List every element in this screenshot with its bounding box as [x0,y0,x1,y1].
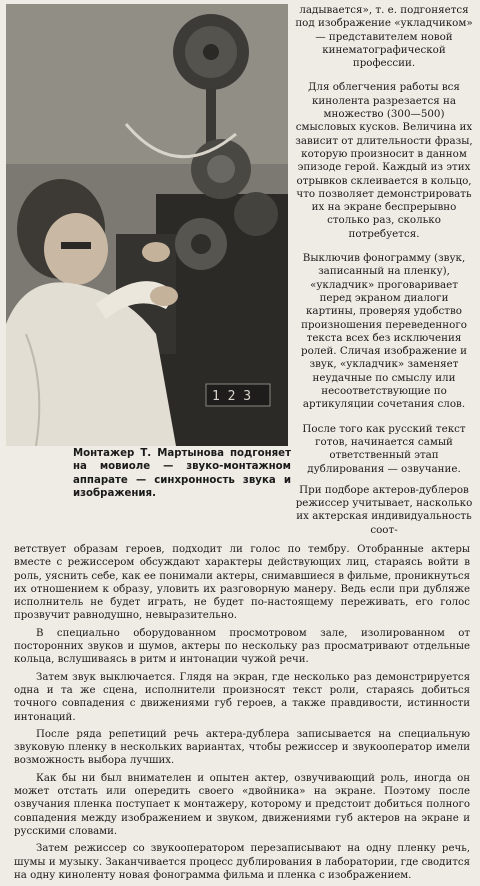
photo-editor-at-moviola [6,4,288,446]
paragraph-1: ладывается», т. е. подгоняется под изображение «укладчиком» — представителем новой кинематографической профессии. [295,4,473,70]
paragraph-8: После ряда репетиций речь актера-дублера записывается на специальную звуковую пленку в нескольких вариантах, чтобы режиссер и звукооператор имели возможность выбора лучших. [14,728,470,767]
paragraph-2: Для облегчения работы вся кинолента разрезается на множество (300—500) смысловых кусков. Величина их зависит от длительности фразы, которую произносит в данном эпизоде герой. Каждый из этих отрывков склеивается в кольцо, что позволяет демонстрировать их на экране беспрерывно столько раз, сколько потребуется. [295,81,473,240]
right-column [294,4,474,548]
photo-caption: Монтажер Т. Мартынова подгоняет на мовиоле — звуко-монтажном аппарате — синхронность звука и изображения. [73,448,291,500]
paragraph-7: Затем звук выключается. Глядя на экран, где несколько раз демонстрируется одна и та же сцена, исполнители произносят текст роли, стараясь добиться точного совпадения с движениями губ героев, а также правдивости, истинности интонаций. [14,671,470,723]
counter-digits: 1 2 3 [212,389,252,404]
paragraph-5-end: ветствует образам героев, подходит ли голос по тембру. Отобранные актеры вместе с режиссером обсуждают характеры действующих лиц, стараясь войти в роль, уяснить себе, как ее понимали актеры, снимавшиеся в фильме, проникнуться их отношением к образу, уловить их разговорную манеру. Ведь если при дубляже исполнитель не будет играть, не будет по-настоящему переживать, его голос прозвучит равнодушно, невыразительно. [14,544,470,622]
photo-montage-editor-icon [6,4,288,446]
paragraph-5-start: При подборе актеров-дублеров режиссер учитывает, насколько их актерская индивидуальность соот- [295,483,473,536]
paragraph-6: В специально оборудованном просмотровом зале, изолированном от посторонних звуков и шумов, актеры по нескольку раз просматривают отдельные кольца, вслушиваясь в ритм и интонации чужой речи. [14,627,470,666]
paragraph-4: После того как русский текст готов, начинается самый ответственный этап дублирования — озвучание. [302,422,466,475]
paragraph-9: Как бы ни был внимателен и опытен актер, озвучивающий роль, иногда он может отстать или опередить своего «двойника» на экране. Поэтому после озвучания пленка поступает к монтажеру, которому и предстоит добиться полного совпадения между изображением и звуком, движениями губ актеров на экране и русскими словами. [14,772,470,837]
full-width-text [14,543,470,886]
paragraph-3: Выключив фонограмму (звук, записанный на пленку), «укладчик» проговаривает перед экраном диалоги картины, проверяя удобство произношения переведенного текста всех без исключения ролей. Сличая изображение и звук, «укладчик» заменяет неудачные по смыслу или несоответствующие по артикуляции сочетания слов. [301,252,467,411]
paragraph-10: Затем режиссер со звукооператором перезаписывают на одну пленку речь, шумы и музыку. Заканчивается процесс дублирования в лаборатории, где сводится на одну киноленту новая фонограмма фильма и пленка с изображением. [14,843,470,881]
